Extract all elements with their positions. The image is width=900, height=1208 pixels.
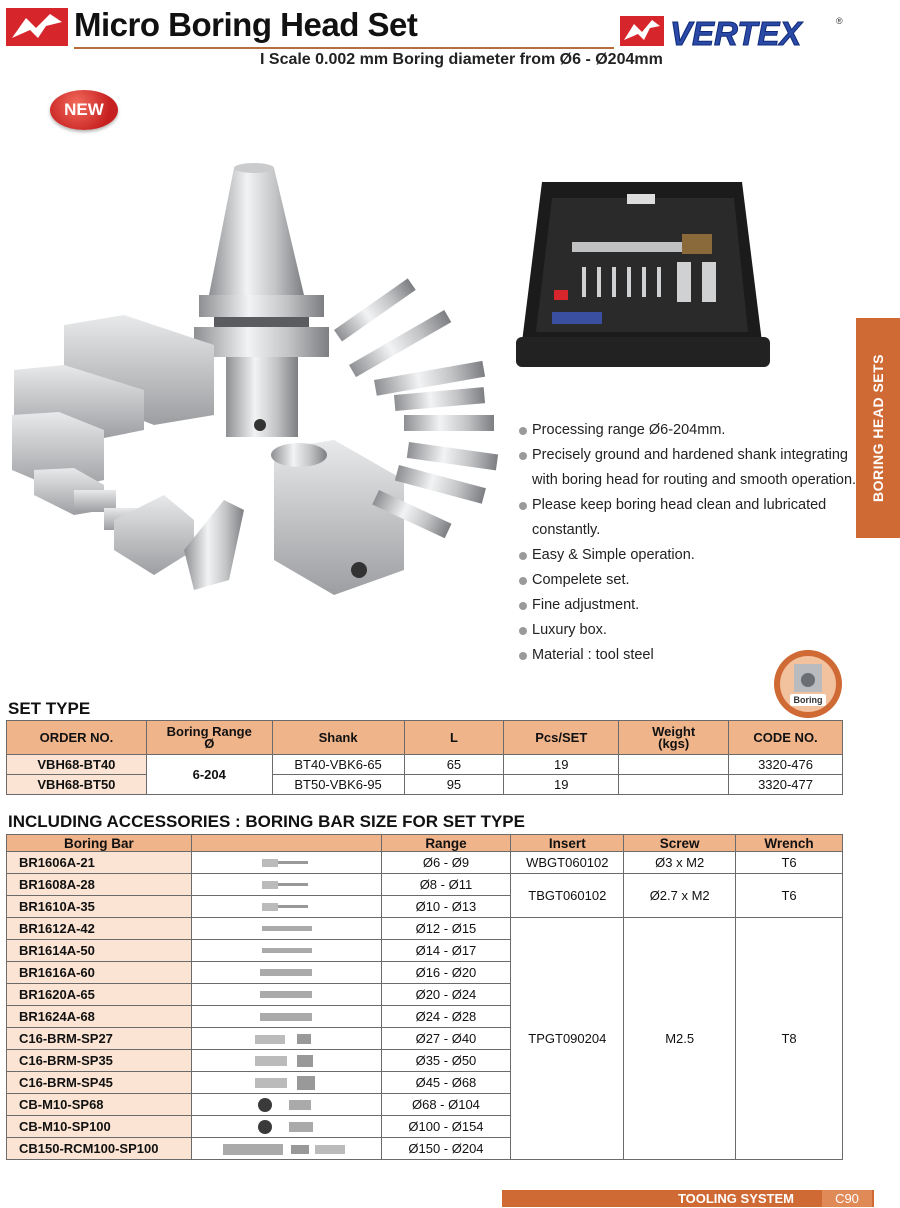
brand-name: VERTEX [670,15,802,52]
boring-bar-image [191,1028,381,1050]
boring-bar-image [191,874,381,896]
svg-text:®: ® [836,16,843,26]
boring-badge-label: Boring [793,695,823,705]
boring-category-icon [772,648,844,720]
table-header-row [7,835,843,852]
table-row: C16-BRM-SP35 Ø35 - Ø50 [7,1050,843,1072]
boring-bar-image [191,984,381,1006]
page-title: Micro Boring Head Set [74,6,418,43]
table-row: CB-M10-SP68 Ø68 - Ø104 [7,1094,843,1116]
page-subtitle: I Scale 0.002 mm Boring diameter from Ø6 - Ø204mm [260,51,663,68]
boring-bar-image [191,896,381,918]
boring-bar-image [191,1050,381,1072]
feature-item: Please keep boring head clean and lubricated constantly. [518,493,858,543]
feature-item: Fine adjustment. [518,593,858,618]
boring-bar-image [191,940,381,962]
boring-bar-image [191,852,381,874]
col-range: Range [381,835,511,852]
col-wrench: Wrench [736,835,843,852]
boring-bar-image [191,1138,381,1160]
col-pcs: Pcs/SET [504,721,619,755]
table-header-row [7,721,843,755]
col-image [191,835,381,852]
col-weight: Weight (kgs) [619,721,729,755]
set-type-heading: SET TYPE [8,699,91,718]
boring-bar-image [191,918,381,940]
boring-bar-image [191,1006,381,1028]
table-row: CB150-RCM100-SP100 Ø150 - Ø204 [7,1138,843,1160]
boring-range-value: 6-204 [146,755,272,795]
footer-bar [502,1190,874,1207]
col-screw: Screw [624,835,736,852]
table-row: C16-BRM-SP27 Ø27 - Ø40 [7,1028,843,1050]
col-l: L [404,721,504,755]
brand-logo-icon [6,8,68,46]
boring-bar-image [191,962,381,984]
col-shank: Shank [272,721,404,755]
table-row: VBH68-BT50 BT50-VBK6-95 95 19 3320-477 [7,775,843,795]
page-number: C90 [822,1190,872,1207]
feature-item: Precisely ground and hardened shank integrating with boring head for routing and smooth operation. [518,443,858,493]
table-row: C16-BRM-SP45 Ø45 - Ø68 [7,1072,843,1094]
footer-section: TOOLING SYSTEM [677,1191,794,1206]
feature-item: Luxury box. [518,618,858,643]
table-row: BR1624A-68 Ø24 - Ø28 [7,1006,843,1028]
product-photo [4,150,504,610]
boring-bar-image [191,1072,381,1094]
table-row: BR1614A-50 Ø14 - Ø17 [7,940,843,962]
title-underline [74,47,614,49]
table-row: BR1606A-21 Ø6 - Ø9 WBGT060102 Ø3 x M2 T6 [7,852,843,874]
col-insert: Insert [511,835,624,852]
case-photo [512,172,774,372]
accessories-table [6,834,843,1160]
feature-item: Compelete set. [518,568,858,593]
table-row: BR1612A-42 Ø12 - Ø15 TPGT090204 M2.5 T8 [7,918,843,940]
table-row: BR1620A-65 Ø20 - Ø24 [7,984,843,1006]
col-code: CODE NO. [729,721,843,755]
vertex-logo [620,12,848,52]
table-row: BR1610A-35 Ø10 - Ø13 [7,896,843,918]
feature-item: Processing range Ø6-204mm. [518,418,858,443]
boring-bar-image [191,1116,381,1138]
side-tab-label: BORING HEAD SETS [870,353,886,503]
table-row: BR1608A-28 Ø8 - Ø11 TBGT060102 Ø2.7 x M2 T6 [7,874,843,896]
table-row: VBH68-BT40 6-204 BT40-VBK6-65 65 19 3320-476 [7,755,843,775]
col-order-no: ORDER NO. [7,721,147,755]
col-boring-range: Boring Range Ø [146,721,272,755]
boring-bar-image [191,1094,381,1116]
new-badge: NEW [50,90,118,130]
col-boring-bar: Boring Bar [7,835,192,852]
set-type-table [6,720,843,795]
feature-item: Material : tool steel [518,643,858,668]
table-row: CB-M10-SP100 Ø100 - Ø154 [7,1116,843,1138]
feature-list [518,418,858,668]
accessories-heading: INCLUDING ACCESSORIES : BORING BAR SIZE FOR SET TYPE [8,812,525,831]
table-row: BR1616A-60 Ø16 - Ø20 [7,962,843,984]
section-side-tab [856,318,900,538]
feature-item: Easy & Simple operation. [518,543,858,568]
